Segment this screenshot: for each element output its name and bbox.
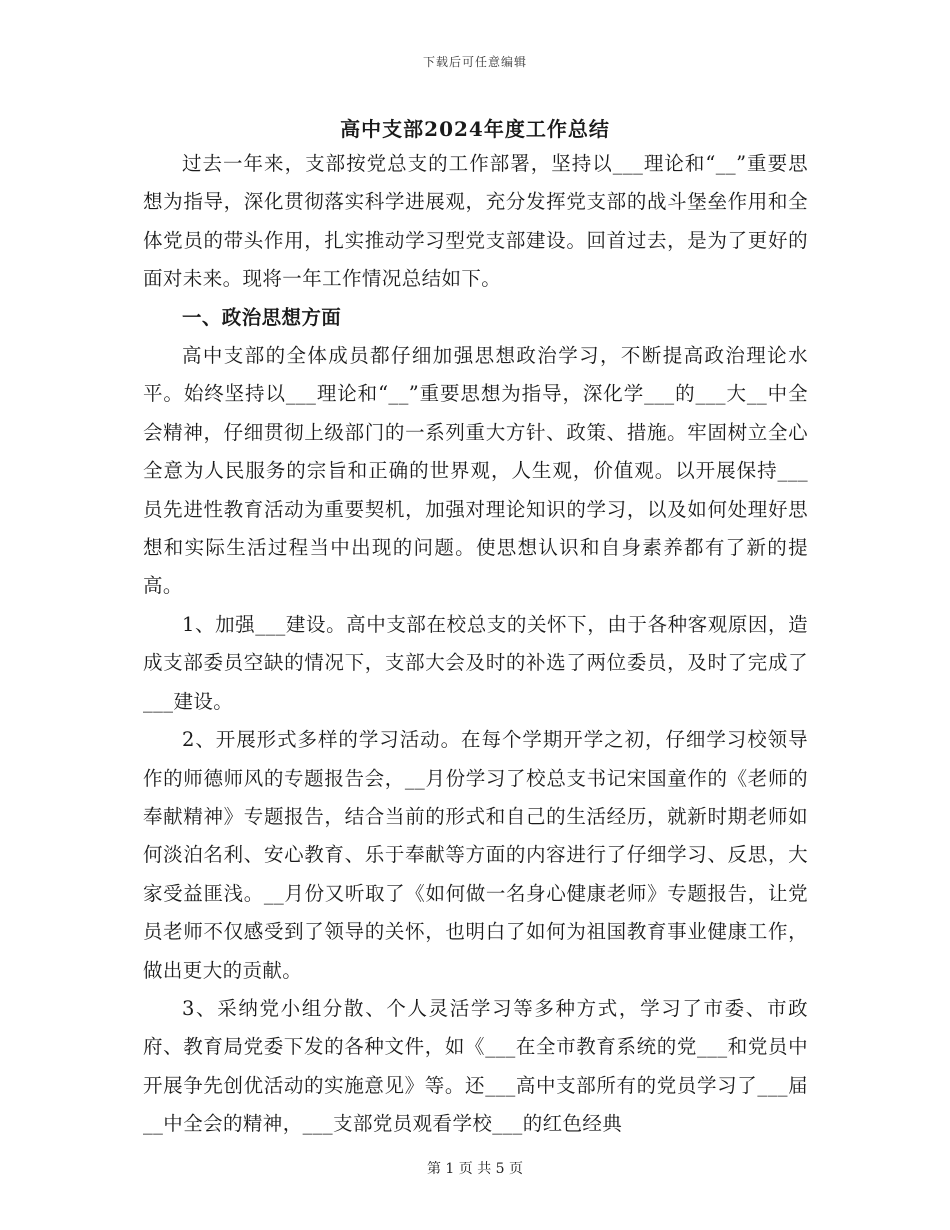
document-body: [143, 145, 808, 1144]
paragraph-intro: 过去一年来，支部按党总支的工作部署，坚持以___理论和“__”重要思想为指导，深化贯彻落实科学进展观，充分发挥党支部的战斗堡垒作用和全体党员的带头作用，扎实推动学习型党支部建设。回首过去，是为了更好的面对未来。现将一年工作情况总结如下。: [143, 152, 808, 291]
section-heading-political: 一、政治思想方面: [182, 305, 342, 329]
header-note: 下载后可任意编辑: [422, 55, 527, 69]
paragraph-item-2: 2、开展形式多样的学习活动。在每个学期开学之初，仔细学习校领导作的师德师风的专题报告会，__月份学习了校总支书记宋国童作的《老师的奉献精神》专题报告，结合当前的形式和自己的生活经历，就新时期老师如何淡泊名利、安心教育、乐于奉献等方面的内容进行了仔细学习、反思，大家受益匪浅。__月份又听取了《如何做一名身心健康老师》专题报告，让党员老师不仅感受到了领导的关怀，也明白了如何为祖国教育事业健康工作，做出更大的贡献。: [143, 728, 808, 982]
paragraph-item-3: 3、采纳党小组分散、个人灵活学习等多种方式，学习了市委、市政府、教育局党委下发的各种文件，如《___在全市教育系统的党___和党员中开展争先创优活动的实施意见》等。还___高中支部所有的党员学习了___届__中全会的精神，___支部党员观看学校___的红色经典: [143, 996, 808, 1136]
page-indicator: 第 1 页 共 5 页: [426, 1161, 524, 1177]
document-title: 高中支部2024年度工作总结: [340, 117, 610, 141]
paragraph-item-1: 1、加强___建设。高中支部在校总支的关怀下，由于各种客观原因，造成支部委员空缺的情况下，支部大会及时的补选了两位委员，及时了完成了___建设。: [143, 612, 808, 713]
paragraph-political: 高中支部的全体成员都仔细加强思想政治学习，不断提高政治理论水平。始终坚持以___理论和“__”重要思想为指导，深化学___的___大__中全会精神，仔细贯彻上级部门的一系列重大方针、政策、措施。牢固树立全心全意为人民服务的宗旨和正确的世界观，人生观，价值观。以开展保持___员先进性教育活动为重要契机，加强对理论知识的学习，以及如何处理好思想和实际生活过程当中出现的问题。使思想认识和自身素养都有了新的提高。: [143, 344, 808, 598]
